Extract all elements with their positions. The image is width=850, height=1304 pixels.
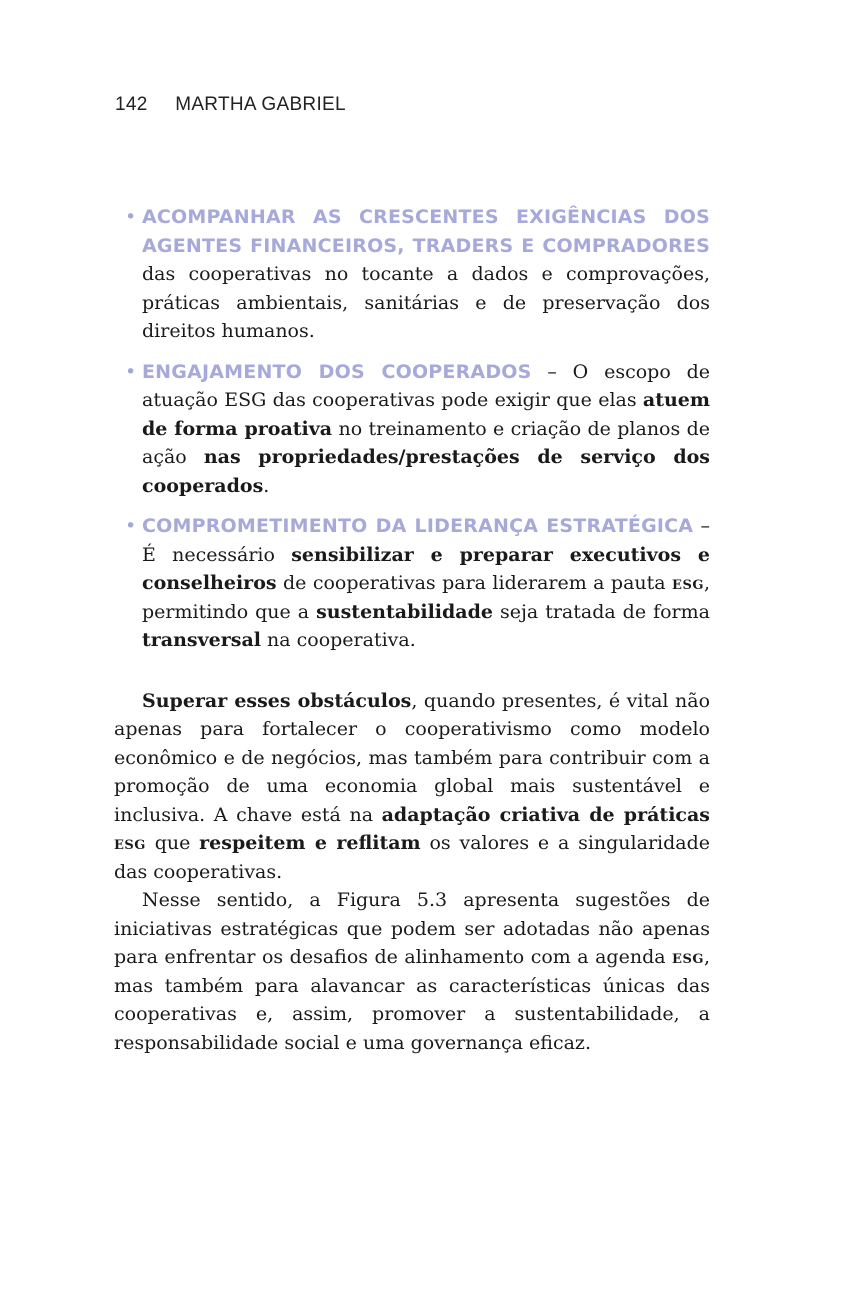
bullet-item-financial-agents bbox=[114, 203, 710, 346]
paragraph-obstacles bbox=[114, 687, 710, 887]
bullet-bold-text: sustentabilidade bbox=[316, 600, 493, 623]
bullet-dot-icon: • bbox=[125, 360, 137, 383]
bullet-text: no treinamento e criação de planos de ação bbox=[142, 417, 711, 468]
bullet-bold-text: transversal bbox=[142, 629, 261, 651]
esg-acronym: esg bbox=[114, 832, 146, 854]
bullet-item-cooperados bbox=[114, 358, 710, 501]
paragraph-text: , quando presentes, é vital não apenas para fortalecer o cooperativismo como modelo econômico e de negócios, mas também para contribuir com a promoção de uma economia global mais sustentável e inclusiva. A chave está na bbox=[114, 689, 711, 826]
paragraph-text: que bbox=[145, 832, 200, 854]
esg-acronym: esg bbox=[672, 572, 704, 594]
running-header bbox=[115, 94, 346, 116]
bullet-text: na cooperativa. bbox=[260, 629, 416, 651]
bullet-list bbox=[114, 203, 710, 655]
bullet-bold-text: nas propriedades/prestações de serviço dos cooperados bbox=[142, 446, 710, 497]
bullet-heading: ENGAJAMENTO DOS COOPERADOS bbox=[142, 360, 532, 383]
bullet-dot-icon: • bbox=[125, 515, 137, 537]
bullet-bold-text: atuem de forma proativa bbox=[142, 389, 710, 440]
bullet-bold-text: sensibilizar e preparar executivos e conselheiros bbox=[142, 543, 710, 594]
bullet-text: de cooperativas para liderarem a pauta bbox=[276, 572, 673, 594]
paragraph-text: Nesse sentido, a Figura 5.3 apresenta sugestões de iniciativas estratégicas que podem ser adotadas não apenas para enfrentar os desafios de alinhamento com a agenda bbox=[114, 889, 710, 968]
paragraph-bold-text: adaptação criativa de práticas bbox=[381, 803, 710, 826]
bullet-text: das cooperativas no tocante a dados e comprovações, práticas ambientais, sanitárias e de preservação dos direitos humanos. bbox=[142, 263, 710, 342]
bullet-heading: ACOMPANHAR AS CRESCENTES EXIGÊNCIAS DOS AGENTES FINANCEIROS, TRADERS E COMPRADORES bbox=[142, 206, 710, 257]
paragraph-bold-text: respeitem e reflitam bbox=[199, 832, 421, 854]
paragraph-bold-text: Superar esses obstáculos bbox=[142, 689, 412, 712]
page-number: 142 bbox=[115, 94, 148, 115]
bullet-dot-icon: • bbox=[125, 206, 137, 228]
bullet-text: . bbox=[263, 474, 270, 497]
bullet-text: seja tratada de forma bbox=[492, 600, 710, 623]
bullet-text: – O escopo de atuação ESG das cooperativas pode exigir que elas bbox=[142, 360, 710, 411]
bullet-text: , permitindo que a bbox=[142, 572, 710, 623]
author-name: MARTHA GABRIEL bbox=[175, 94, 346, 115]
paragraph-text: , mas também para alavancar as características únicas das cooperativas e, assim, promover a sustentabilidade, a responsabilidade social e uma governança eficaz. bbox=[114, 946, 710, 1054]
paragraph-figure-reference bbox=[114, 886, 710, 1057]
bullet-text: – É necessário bbox=[142, 515, 710, 566]
bullet-heading: COMPROMETIMENTO DA LIDERANÇA ESTRATÉGICA bbox=[142, 515, 694, 537]
bullet-item-leadership bbox=[114, 512, 710, 655]
paragraph-text: os valores e a singularidade das cooperativas. bbox=[114, 832, 710, 883]
esg-acronym: esg bbox=[672, 946, 704, 968]
page-body bbox=[114, 203, 710, 1057]
